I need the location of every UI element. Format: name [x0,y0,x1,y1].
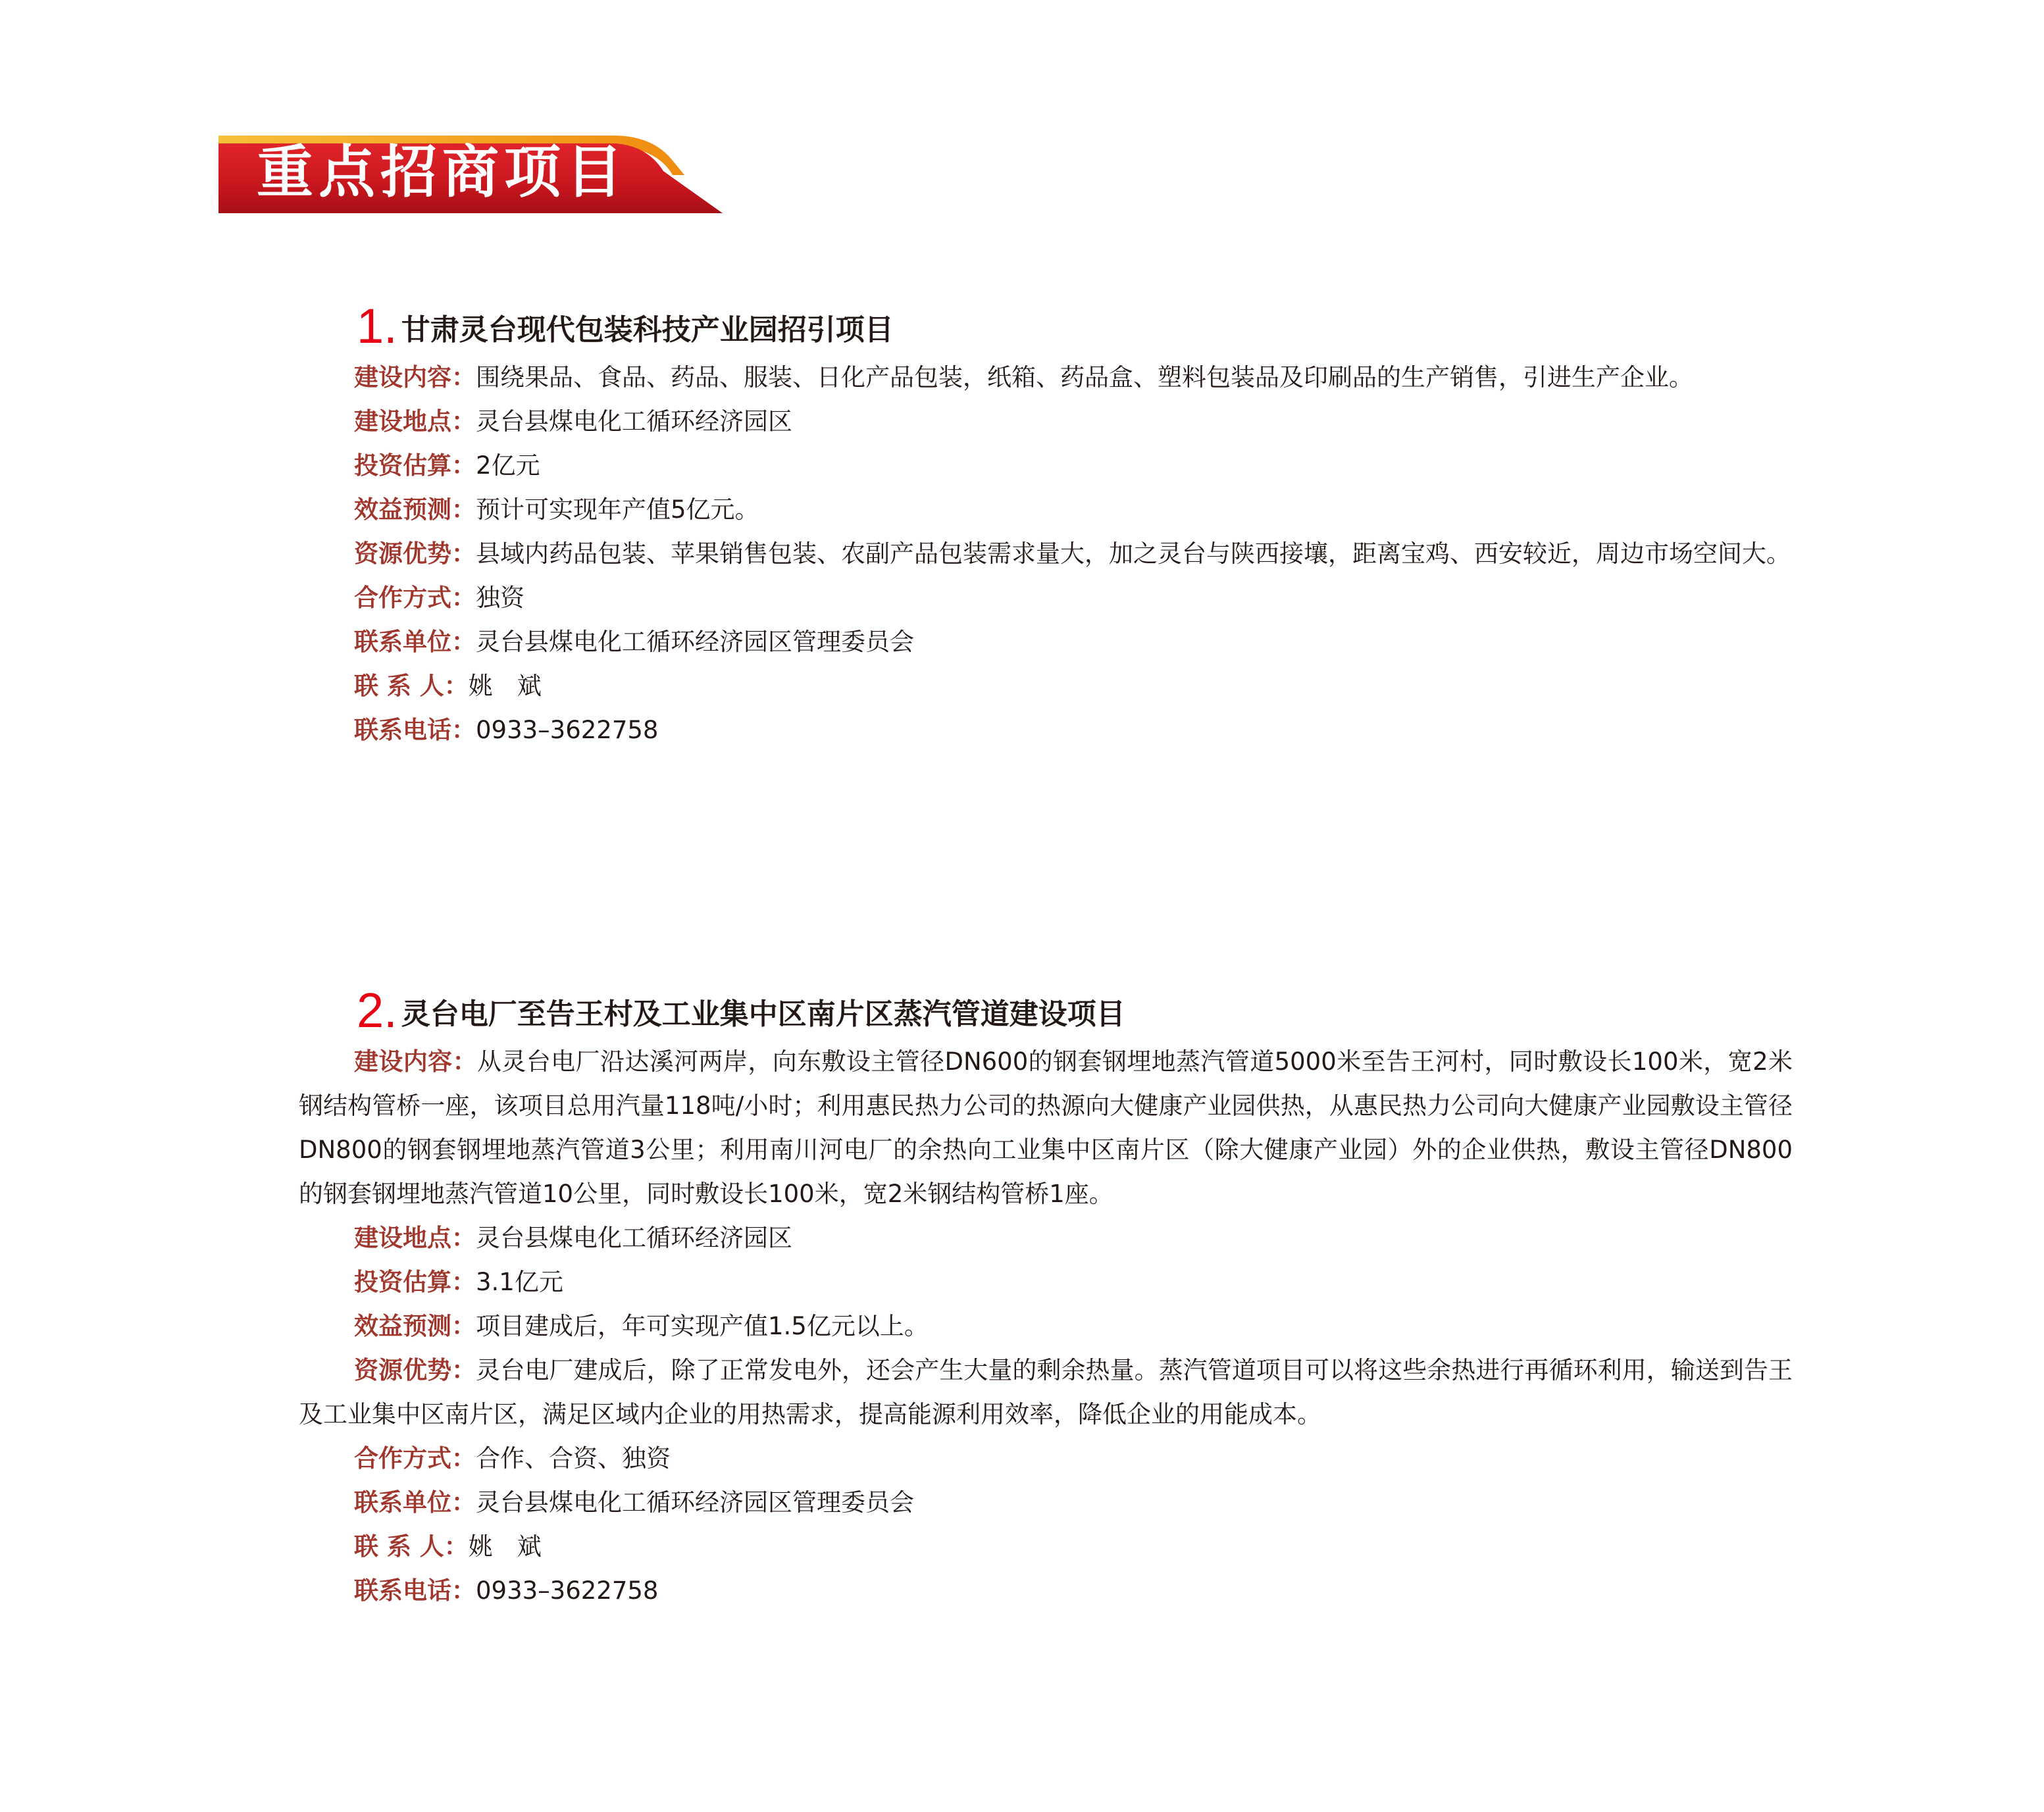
project-title: 甘肃灵台现代包装科技产业园招引项目 [401,313,894,347]
field-value: 姚 斌 [468,672,542,700]
field-value: 从灵台电厂沿达溪河两岸，向东敷设主管径DN600的钢套钢埋地蒸汽管道5000米至告王河村，同时敷设长100米，宽2米钢结构管桥一座，该项目总用汽量118吨/小时；利用惠民热力公司的热源向大健康产业园供热，从惠民热力公司向大健康产业园敷设主管径DN800的钢套钢埋地蒸汽管道3公里；利用南川河电厂的余热向工业集中区南片区（除大健康产业园）外的企业供热，敷设主管径DN800的钢套钢埋地蒸汽管道10公里，同时敷设长100米，宽2米钢结构管桥1座。 [299,1047,1793,1208]
field-benefit [299,1304,1793,1348]
field-label: 效益预测： [354,495,476,524]
field-construction-content [299,1040,1793,1216]
field-label: 联系单位： [354,628,476,656]
section-banner [218,132,723,213]
field-location [299,1216,1793,1260]
field-label: 投资估算： [354,451,476,480]
project-2 [299,974,1793,1613]
project-title: 灵台电厂至告王村及工业集中区南片区蒸汽管道建设项目 [401,997,1125,1031]
field-investment [299,443,1793,488]
field-cooperation [299,1436,1793,1480]
field-value: 灵台县煤电化工循环经济园区 [476,407,792,436]
field-label: 资源优势： [354,1356,476,1384]
field-label: 投资估算： [354,1268,476,1296]
field-contact-phone [299,708,1793,752]
field-value: 项目建成后，年可实现产值1.5亿元以上。 [476,1312,929,1340]
field-construction-content [299,355,1793,399]
field-label: 联系电话： [354,716,476,744]
field-cooperation [299,576,1793,620]
field-contact-person [299,1524,1793,1569]
field-contact-phone [299,1569,1793,1613]
project-heading [357,289,1793,353]
field-benefit [299,488,1793,532]
field-label: 建设地点： [354,407,476,436]
field-label: 效益预测： [354,1312,476,1340]
field-contact-unit [299,1480,1793,1524]
field-label: 建设内容： [354,363,476,391]
project-fields [299,1040,1793,1613]
field-value: 灵台县煤电化工循环经济园区管理委员会 [476,628,914,656]
field-contact-unit [299,620,1793,664]
field-value: 灵台县煤电化工循环经济园区管理委员会 [476,1488,914,1517]
field-label: 联系电话： [354,1576,476,1605]
field-investment [299,1260,1793,1304]
field-location [299,399,1793,443]
field-advantage [299,532,1793,576]
field-value: 围绕果品、食品、药品、服装、日化产品包装，纸箱、药品盒、塑料包装品及印刷品的生产销售，引进生产企业。 [476,363,1693,391]
field-contact-person [299,664,1793,708]
field-value: 3.1亿元 [476,1268,563,1296]
project-fields [299,355,1793,752]
field-label: 联 系 人： [354,1532,469,1561]
field-value: 姚 斌 [468,1532,542,1561]
field-value: 预计可实现年产值5亿元。 [476,495,759,524]
field-label: 合作方式： [354,1444,476,1472]
field-label: 资源优势： [354,540,476,568]
field-label: 建设内容： [354,1047,477,1076]
field-label: 合作方式： [354,584,476,612]
project-heading [357,974,1793,1037]
field-value: 独资 [476,584,524,612]
field-label: 建设地点： [354,1224,476,1252]
field-label: 联系单位： [354,1488,476,1517]
section-title: 重点招商项目 [257,139,628,205]
project-1 [299,289,1793,752]
field-value: 0933–3622758 [476,716,659,744]
project-number: 2. [357,983,397,1038]
field-value: 灵台电厂建成后，除了正常发电外，还会产生大量的剩余热量。蒸汽管道项目可以将这些余热进行再循环利用，输送到告王及工业集中区南片区，满足区域内企业的用热需求，提高能源利用效率，降低企业的用能成本。 [299,1356,1793,1428]
field-value: 2亿元 [476,451,540,480]
field-value: 灵台县煤电化工循环经济园区 [476,1224,792,1252]
field-value: 县域内药品包装、苹果销售包装、农副产品包装需求量大，加之灵台与陕西接壤，距离宝鸡、西安较近，周边市场空间大。 [476,540,1791,568]
project-number: 1. [357,299,397,353]
field-label: 联 系 人： [354,672,469,700]
field-advantage [299,1348,1793,1436]
field-value: 0933–3622758 [476,1576,659,1605]
field-value: 合作、合资、独资 [476,1444,671,1472]
